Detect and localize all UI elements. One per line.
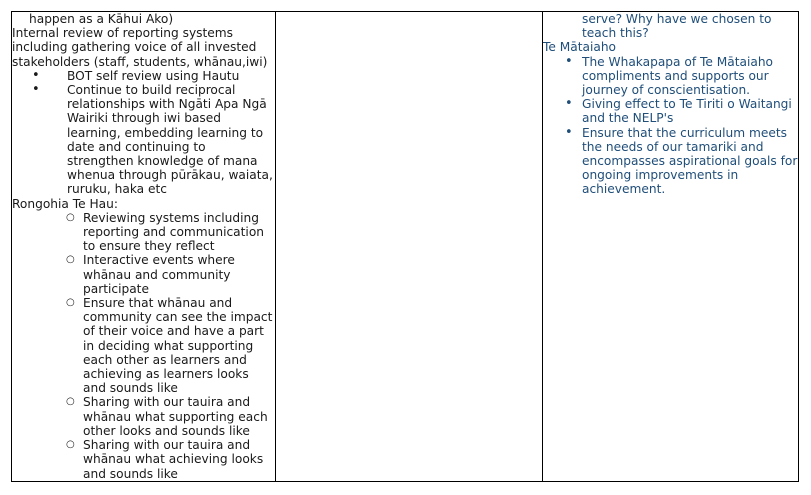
review-paragraph: Internal review of reporting systems including gathering voice of all invested stakeholders (staff, students, whānau,iwi) — [12, 26, 268, 69]
list-item: ○ Reviewing systems including reporting and communication to ensure they reflect — [12, 211, 275, 254]
list-item: ○ Interactive events where whānau and community participate — [12, 253, 275, 296]
list-item: ○ Sharing with our tauira and whānau what supporting each other looks and sounds like — [12, 395, 275, 438]
table-cell-right — [543, 12, 799, 482]
list-item: • Giving effect to Te Tiriti o Waitangi and the NELP's — [543, 97, 798, 125]
table-cell-middle — [276, 12, 543, 482]
table-cell-left — [12, 12, 276, 482]
continued-text: happen as a Kāhui Ako) — [29, 12, 174, 26]
section-heading: Rongohia Te Hau: — [12, 196, 118, 211]
list-item: • Ensure that the curriculum meets the needs of our tamariki and encompasses aspirational goals for ongoing improvements in achievement. — [543, 126, 798, 197]
document-table — [11, 11, 799, 482]
list-item: • Continue to build reciprocal relationships with Ngāti Apa Ngā Wairiki through iwi based learning, embedding learning to date and continuing to strengthen knowledge of mana whenua through pūrākau, waiata, ruruku, haka etc — [12, 83, 275, 197]
section-heading: Te Mātaiaho — [543, 40, 617, 55]
list-item: ○ Sharing with our tauira and whānau what achieving looks and sounds like — [12, 438, 275, 481]
list-item: • The Whakapapa of Te Mātaiaho compliments and supports our journey of conscientisation. — [543, 55, 798, 98]
table-row — [12, 12, 799, 482]
sub-bullet-list — [12, 211, 275, 481]
continued-text: serve? Why have we chosen to teach this? — [582, 12, 772, 41]
list-item: ○ Ensure that whānau and community can see the impact of their voice and have a part in deciding what supporting each other as learners and achieving as learners looks and sounds like — [12, 296, 275, 395]
bullet-list — [543, 55, 798, 197]
bullet-list — [12, 69, 275, 197]
list-item: • BOT self review using Hautu — [12, 69, 275, 83]
